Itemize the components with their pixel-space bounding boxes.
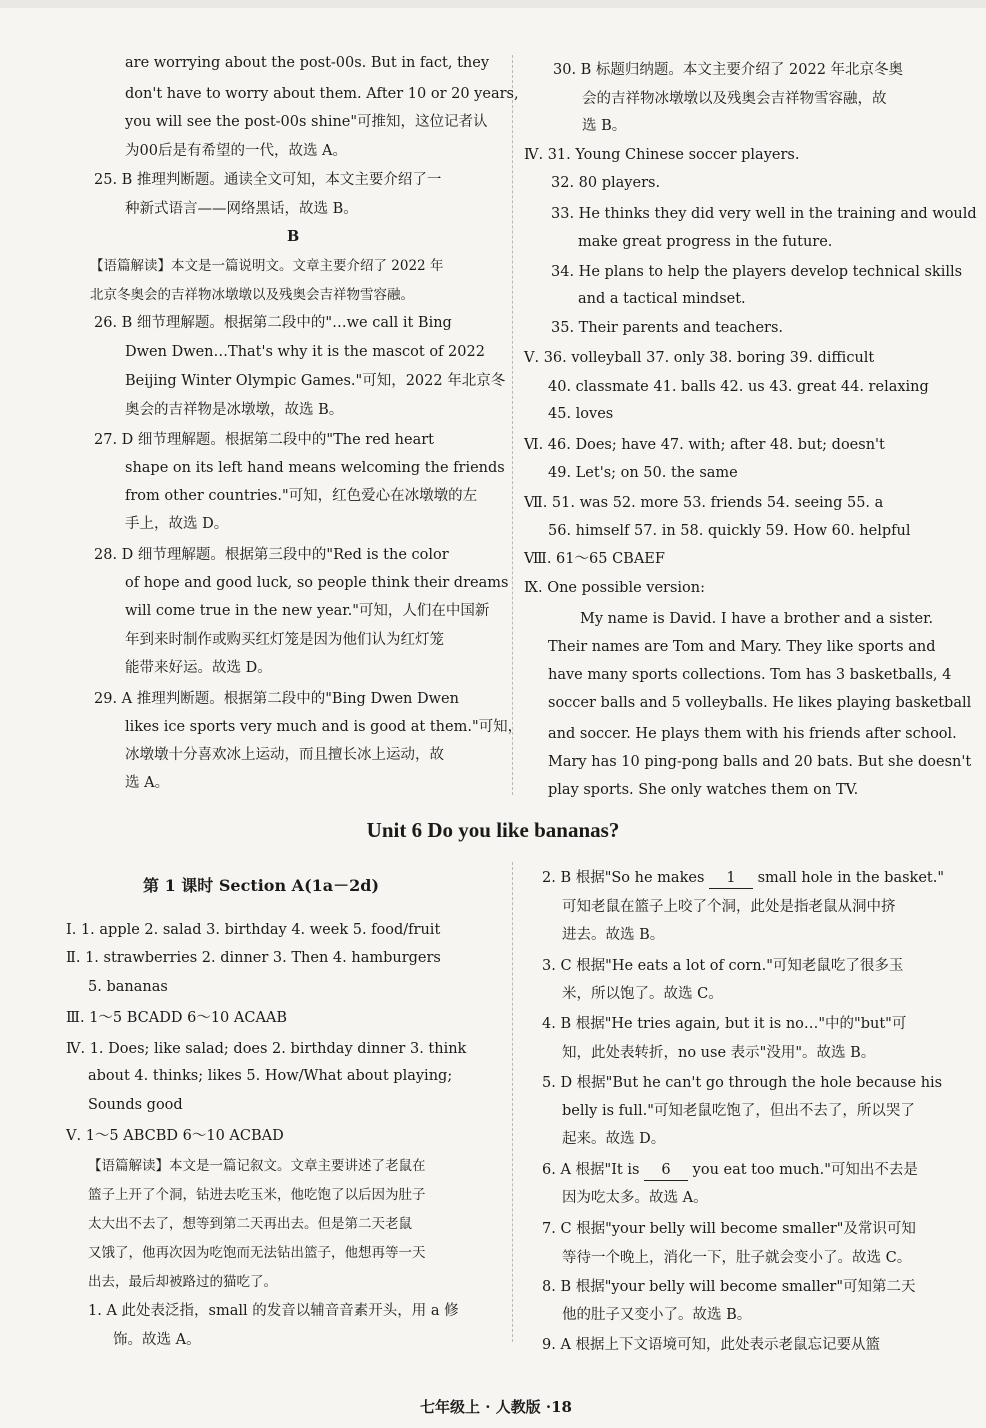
- text-line: about 4. thinks; likes 5. How/What about playing;: [88, 1068, 453, 1084]
- answer-9: 9. A 根据上下文语境可知，此处表示老鼠忘记要从篮: [542, 1337, 881, 1353]
- text-line: of hope and good luck, so people think their dreams: [125, 575, 509, 591]
- passage-heading-b: B: [287, 228, 300, 245]
- answer-6-suffix: you eat too much."可知出不去是: [692, 1162, 918, 1178]
- section-ii: Ⅱ. 1. strawberries 2. dinner 3. Then 4. hamburgers: [66, 950, 441, 966]
- text-line: 篮子上开了个洞，钻进去吃玉米，他吃饱了以后因为肚子: [88, 1187, 426, 1203]
- answer-35: 35. Their parents and teachers.: [551, 320, 784, 336]
- column-divider: [512, 55, 513, 795]
- answer-8: 8. B 根据"your belly will become smaller"可知第二天: [542, 1279, 916, 1295]
- text-line: make great progress in the future.: [578, 234, 833, 250]
- answer-2-prefix: 2. B 根据"So he makes: [542, 870, 705, 886]
- lesson-title: 第 1 课时 Section A(1a－2d): [143, 876, 380, 895]
- section-iv-31: Ⅳ. 31. Young Chinese soccer players.: [524, 147, 800, 163]
- answer-27: 27. D 细节理解题。根据第二段中的"The red heart: [94, 432, 434, 448]
- text-line: 年到来时制作或购买红灯笼是因为他们认为红灯笼: [125, 632, 444, 648]
- text-line: 饰。故选 A。: [113, 1332, 201, 1348]
- blank-6: 6: [644, 1160, 688, 1181]
- text-line: 56. himself 57. in 58. quickly 59. How 60. helpful: [548, 523, 911, 539]
- text-line: Dwen Dwen…That's why it is the mascot of 2022: [125, 344, 485, 360]
- text-line: 米，所以饱了。故选 C。: [562, 986, 723, 1002]
- text-line: 选 B。: [582, 118, 627, 134]
- text-line: you will see the post-00s shine"可推知，这位记者认: [125, 114, 488, 130]
- page-footer: 七年级上 · 人教版 ·18: [420, 1398, 572, 1416]
- answer-33: 33. He thinks they did very well in the training and would: [551, 206, 977, 222]
- section-v: Ⅴ. 36. volleyball 37. only 38. boring 39. difficult: [524, 350, 875, 366]
- essay-line: Their names are Tom and Mary. They like sports and: [548, 639, 936, 655]
- answer-7: 7. C 根据"your belly will become smaller"及常识可知: [542, 1221, 916, 1237]
- passage-note: 【语篇解读】本文是一篇说明文。文章主要介绍了 2022 年: [90, 258, 444, 274]
- text-line: Beijing Winter Olympic Games."可知，2022 年北京冬: [125, 373, 506, 389]
- essay-line: and soccer. He plays them with his friends after school.: [548, 726, 957, 742]
- text-line: 40. classmate 41. balls 42. us 43. great 44. relaxing: [548, 379, 929, 395]
- text-line: 冰墩墩十分喜欢冰上运动，而且擅长冰上运动，故: [125, 747, 444, 763]
- text-line: 因为吃太多。故选 A。: [562, 1190, 708, 1206]
- essay-line: soccer balls and 5 volleyballs. He likes playing basketball: [548, 695, 972, 711]
- answer-26: 26. B 细节理解题。根据第二段中的"…we call it Bing: [94, 315, 452, 331]
- answer-25: 25. B 推理判断题。通读全文可知，本文主要介绍了一: [94, 172, 442, 188]
- text-line: 能带来好运。故选 D。: [125, 660, 272, 676]
- text-line: 会的吉祥物冰墩墩以及残奥会吉祥物雪容融，故: [582, 91, 887, 107]
- text-line: 太大出不去了，想等到第二天再出去。但是第二天老鼠: [88, 1216, 412, 1232]
- answer-2-suffix: small hole in the basket.": [757, 870, 945, 886]
- answer-2: [542, 868, 944, 889]
- section-iii: Ⅲ. 1～5 BCADD 6～10 ACAAB: [66, 1010, 288, 1026]
- answer-30: 30. B 标题归纳题。本文主要介绍了 2022 年北京冬奥: [553, 62, 904, 78]
- scan-edge: [0, 0, 986, 8]
- text-line: belly is full."可知老鼠吃饱了，但出不去了，所以哭了: [562, 1103, 915, 1119]
- text-line: 5. bananas: [88, 979, 168, 995]
- text-line: shape on its left hand means welcoming the friends: [125, 460, 505, 476]
- text-line: 为00后是有希望的一代，故选 A。: [125, 143, 348, 159]
- blank-1: 1: [709, 868, 753, 889]
- essay-line: have many sports collections. Tom has 3 basketballs, 4: [548, 667, 952, 683]
- section-iv: Ⅳ. 1. Does; like salad; does 2. birthday dinner 3. think: [66, 1041, 467, 1057]
- column-divider-lower: [512, 862, 513, 1342]
- answer-29: 29. A 推理判断题。根据第二段中的"Bing Dwen Dwen: [94, 691, 459, 707]
- text-line: 奥会的吉祥物是冰墩墩，故选 B。: [125, 402, 344, 418]
- text-line: 可知老鼠在篮子上咬了个洞，此处是指老鼠从洞中挤: [562, 899, 896, 915]
- text-line: 知，此处表转折，no use 表示"没用"。故选 B。: [562, 1045, 876, 1061]
- text-line: 又饿了，他再次因为吃饱而无法钻出篮子，他想再等一天: [88, 1245, 426, 1261]
- section-vi: Ⅵ. 46. Does; have 47. with; after 48. but; doesn't: [524, 437, 885, 453]
- answer-6: [542, 1160, 918, 1181]
- section-ix: Ⅸ. One possible version:: [524, 580, 706, 596]
- text-line: Sounds good: [88, 1097, 183, 1113]
- answer-4: 4. B 根据"He tries again, but it is no…"中的"but"可: [542, 1016, 907, 1032]
- passage-note: 【语篇解读】本文是一篇记叙文。文章主要讲述了老鼠在: [88, 1158, 426, 1174]
- text-line: will come true in the new year."可知，人们在中国新: [125, 603, 490, 619]
- answer-34: 34. He plans to help the players develop technical skills: [551, 264, 963, 280]
- answer-32: 32. 80 players.: [551, 175, 661, 191]
- text-line: are worrying about the post-00s. But in fact, they: [125, 55, 490, 71]
- section-viii: Ⅷ. 61～65 CBAEF: [524, 551, 665, 567]
- text-line: 他的肚子又变小了。故选 B。: [562, 1307, 752, 1323]
- answer-3: 3. C 根据"He eats a lot of corn."可知老鼠吃了很多玉: [542, 958, 904, 974]
- answer-1: 1. A 此处表泛指，small 的发音以辅音音素开头，用 a 修: [88, 1303, 459, 1319]
- essay-line: My name is David. I have a brother and a sister.: [580, 611, 934, 627]
- section-i: Ⅰ. 1. apple 2. salad 3. birthday 4. week 5. food/fruit: [66, 922, 441, 938]
- text-line: likes ice sports very much and is good at them."可知，: [125, 719, 523, 735]
- text-line: 起来。故选 D。: [562, 1131, 666, 1147]
- text-line: don't have to worry about them. After 10 or 20 years,: [125, 86, 519, 102]
- answer-6-prefix: 6. A 根据"It is: [542, 1162, 640, 1178]
- unit-title: Unit 6 Do you like bananas?: [366, 818, 620, 842]
- text-line: 45. loves: [548, 406, 614, 422]
- section-v-bottom: Ⅴ. 1～5 ABCBD 6～10 ACBAD: [66, 1128, 284, 1144]
- answer-28: 28. D 细节理解题。根据第三段中的"Red is the color: [94, 547, 449, 563]
- answer-5: 5. D 根据"But he can't go through the hole because his: [542, 1075, 943, 1091]
- essay-line: play sports. She only watches them on TV.: [548, 782, 859, 798]
- text-line: 出去，最后却被路过的猫吃了。: [88, 1274, 277, 1290]
- text-line: 种新式语言——网络黑话，故选 B。: [125, 201, 358, 217]
- text-line: and a tactical mindset.: [578, 291, 746, 307]
- text-line: 手上，故选 D。: [125, 516, 229, 532]
- text-line: 49. Let's; on 50. the same: [548, 465, 738, 481]
- text-line: 选 A。: [125, 775, 170, 791]
- text-line: from other countries."可知，红色爱心在冰墩墩的左: [125, 488, 478, 504]
- text-line: 进去。故选 B。: [562, 927, 665, 943]
- section-vii: Ⅶ. 51. was 52. more 53. friends 54. seeing 55. a: [524, 495, 884, 511]
- essay-line: Mary has 10 ping-pong balls and 20 bats. But she doesn't: [548, 754, 972, 770]
- text-line: 等待一个晚上，消化一下，肚子就会变小了。故选 C。: [562, 1250, 912, 1266]
- text-line: 北京冬奥会的吉祥物冰墩墩以及残奥会吉祥物雪容融。: [90, 287, 414, 303]
